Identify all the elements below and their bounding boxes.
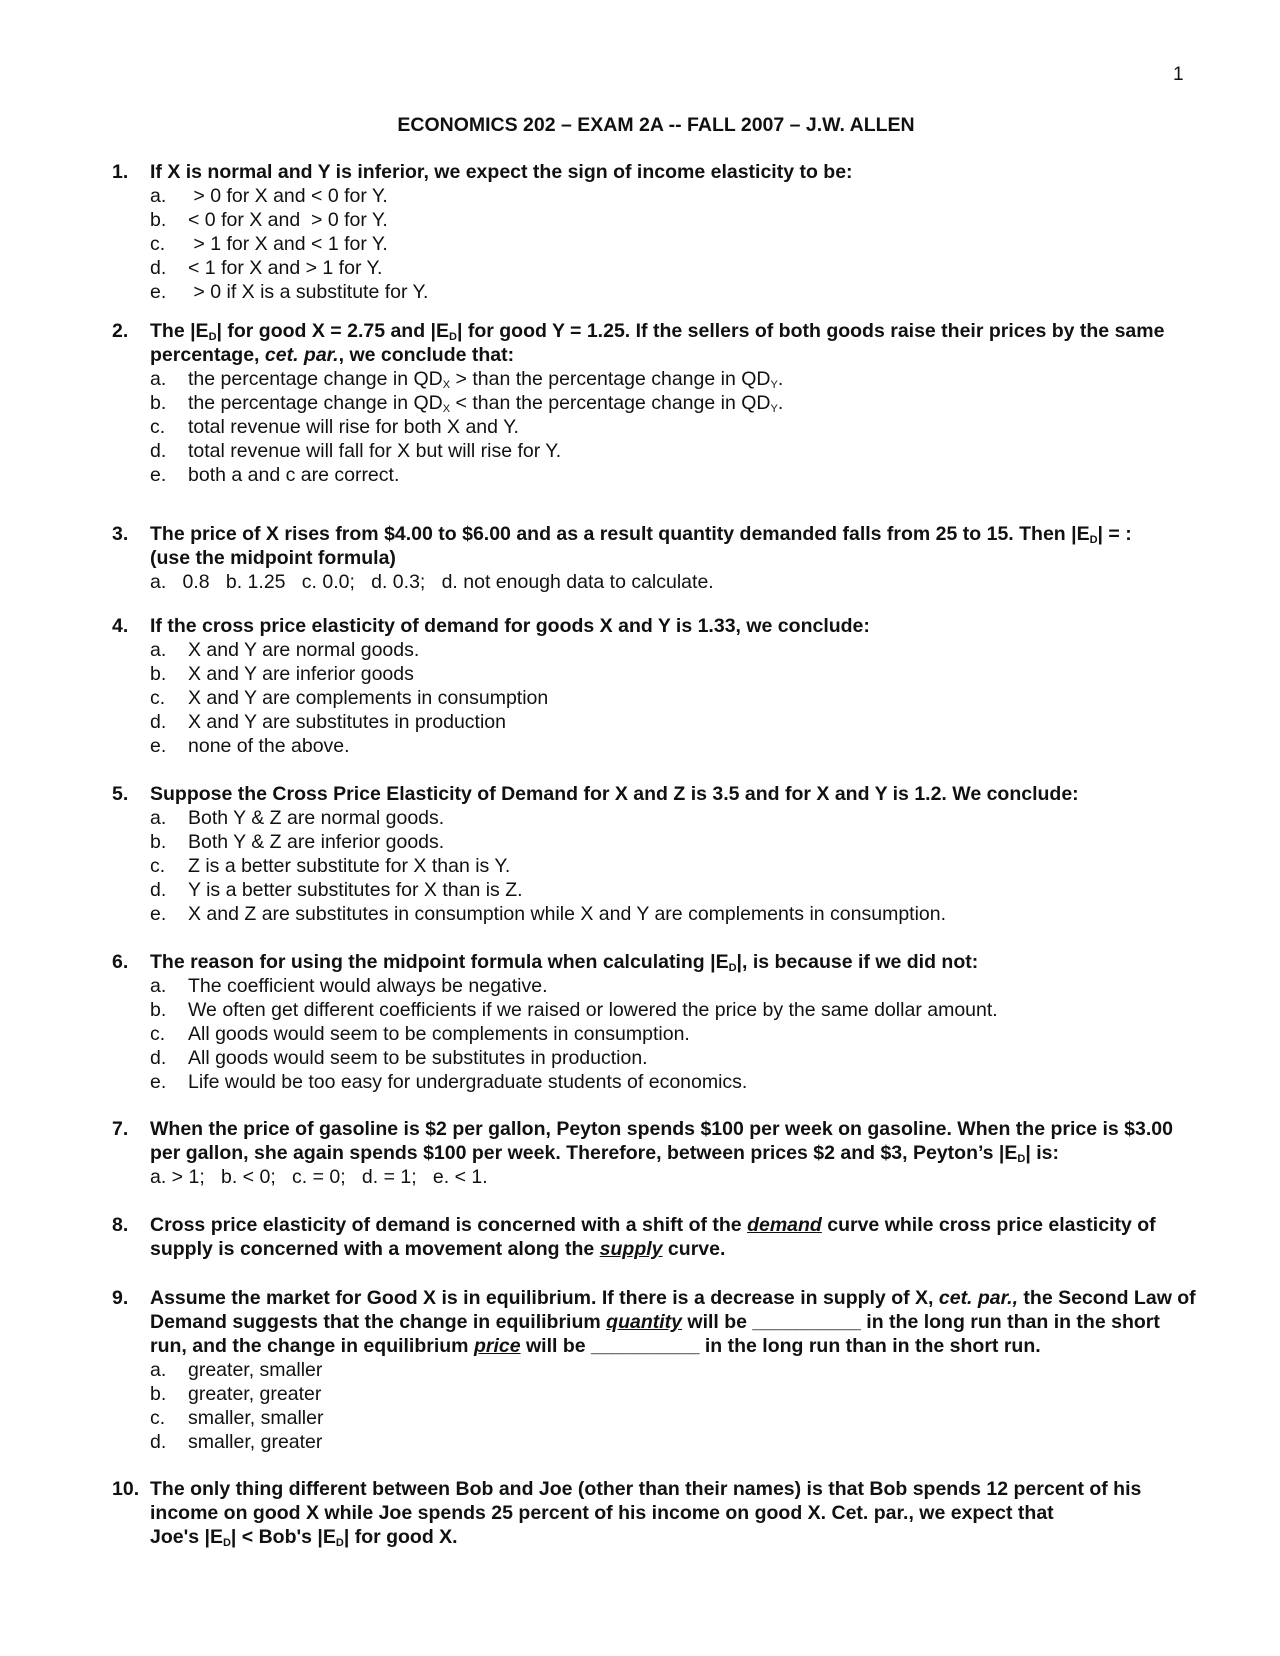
option: d. Y is a better substitutes for X than is Z. bbox=[150, 879, 523, 901]
option: b. We often get different coefficients if we raised or lowered the price by the same dollar amount. bbox=[150, 999, 998, 1021]
question-stem: If X is normal and Y is inferior, we expect the sign of income elasticity to be: bbox=[150, 161, 853, 183]
option: b. the percentage change in $QD_X$ < than the percentage change in $QD_Y$. bbox=[150, 392, 784, 415]
question-1 bbox=[112, 160, 1202, 304]
option: b. X and Y are inferior goods bbox=[150, 663, 414, 685]
question-number: 1. bbox=[112, 161, 129, 183]
option: c. Z is a better substitute for X than is Y. bbox=[150, 855, 511, 877]
option: b. < 0 for X and > 0 for Y. bbox=[150, 209, 388, 231]
question-9 bbox=[112, 1286, 1202, 1454]
option: e. both a and c are correct. bbox=[150, 464, 400, 486]
option: c. X and Y are complements in consumption bbox=[150, 687, 549, 709]
option: a. the percentage change in $QD_X$ > than the percentage change in $QD_Y$. bbox=[150, 368, 784, 391]
question-6 bbox=[112, 950, 1202, 1094]
option-list: a. > 1; b. < 0; c. = 0; d. = 1; e. < 1. bbox=[150, 1166, 488, 1188]
question-stem: Suppose the Cross Price Elasticity of Demand for X and Z is 3.5 and for X and Y is 1.2. We conclude: bbox=[150, 783, 1079, 805]
option: d. < 1 for X and > 1 for Y. bbox=[150, 257, 383, 279]
question-number: 4. bbox=[112, 615, 129, 637]
question-stem: Assume the market for Good X is in equilibrium. If there is a decrease in supply of X, cet. par., the Second Law of Demand suggests that the change in equilibrium quantity will be __________ in the long run than in the short run, and the change in equilibrium price will be __________ in the long run than in the short run. bbox=[150, 1287, 1196, 1357]
question-7 bbox=[112, 1117, 1202, 1189]
question-2 bbox=[112, 319, 1202, 487]
question-5 bbox=[112, 782, 1202, 926]
option: d. X and Y are substitutes in production bbox=[150, 711, 506, 733]
question-4 bbox=[112, 614, 1202, 758]
option: b. Both Y & Z are inferior goods. bbox=[150, 831, 445, 853]
question-stem: When the price of gasoline is $2 per gallon, Peyton spends $100 per week on gasoline. When the price is $3.00 per gallon, she again spends $100 per week. Therefore, between prices $2 and $3, Peyton’s $|E_D|$ is: bbox=[150, 1118, 1173, 1165]
question-stem: The price of X rises from $4.00 to $6.00 and as a result quantity demanded falls from 25 to 15. Then $|E_D|$ = : (use the midpoint formula) bbox=[150, 523, 1132, 569]
question-stem: The $|E_D|$ for good X = 2.75 and $|E_D|$ for good Y = 1.25. If the sellers of both goods raise their prices by the same percentage, cet. par., we conclude that: bbox=[150, 320, 1165, 366]
option: b. greater, greater bbox=[150, 1383, 322, 1405]
option: a. Both Y & Z are normal goods. bbox=[150, 807, 445, 829]
option-list: a. 0.8 b. 1.25 c. 0.0; d. 0.3; d. not enough data to calculate. bbox=[150, 571, 714, 593]
question-stem: The only thing different between Bob and Joe (other than their names) is that Bob spends 12 percent of his income on good X while Joe spends 25 percent of his income on good X. Cet. par., we expect that Joe's $|E_D| < Bob's$ $|E_D|$ for good X. bbox=[150, 1478, 1142, 1549]
option: d. All goods would seem to be substitutes in production. bbox=[150, 1047, 648, 1069]
option: e. none of the above. bbox=[150, 735, 350, 757]
question-number: 8. bbox=[112, 1214, 129, 1236]
option: a. greater, smaller bbox=[150, 1359, 323, 1381]
question-stem: If the cross price elasticity of demand for goods X and Y is 1.33, we conclude: bbox=[150, 615, 870, 637]
page-number: 1 bbox=[1173, 64, 1184, 85]
question-number: 7. bbox=[112, 1118, 129, 1140]
question-number: 10. bbox=[112, 1478, 140, 1500]
option: c. All goods would seem to be complements in consumption. bbox=[150, 1023, 690, 1045]
option: c. smaller, smaller bbox=[150, 1407, 324, 1429]
question-stem: Cross price elasticity of demand is concerned with a shift of the demand curve while cross price elasticity of supply is concerned with a movement along the supply curve. bbox=[150, 1214, 1156, 1260]
question-stem: The reason for using the midpoint formula when calculating $|E_D|$, is because if we did not: bbox=[150, 951, 979, 974]
option: e. Life would be too easy for undergraduate students of economics. bbox=[150, 1071, 748, 1093]
option: d. total revenue will fall for X but will rise for Y. bbox=[150, 440, 562, 462]
question-number: 2. bbox=[112, 320, 129, 342]
option: a. X and Y are normal goods. bbox=[150, 639, 420, 661]
question-10 bbox=[112, 1477, 1202, 1549]
question-8 bbox=[112, 1213, 1202, 1261]
option: a. The coefficient would always be negative. bbox=[150, 975, 548, 997]
question-number: 3. bbox=[112, 523, 129, 545]
option: c. total revenue will rise for both X and Y. bbox=[150, 416, 519, 438]
option: d. smaller, greater bbox=[150, 1431, 323, 1453]
question-number: 6. bbox=[112, 951, 129, 973]
option: e. > 0 if X is a substitute for Y. bbox=[150, 281, 429, 303]
option: c. > 1 for X and < 1 for Y. bbox=[150, 233, 388, 255]
question-number: 5. bbox=[112, 783, 129, 805]
page-title: ECONOMICS 202 – EXAM 2A -- FALL 2007 – J.W. ALLEN bbox=[397, 114, 915, 136]
question-number: 9. bbox=[112, 1287, 129, 1309]
question-3 bbox=[112, 522, 1202, 594]
option: e. X and Z are substitutes in consumption while X and Y are complements in consumption. bbox=[150, 903, 947, 925]
option: a. > 0 for X and < 0 for Y. bbox=[150, 185, 388, 207]
